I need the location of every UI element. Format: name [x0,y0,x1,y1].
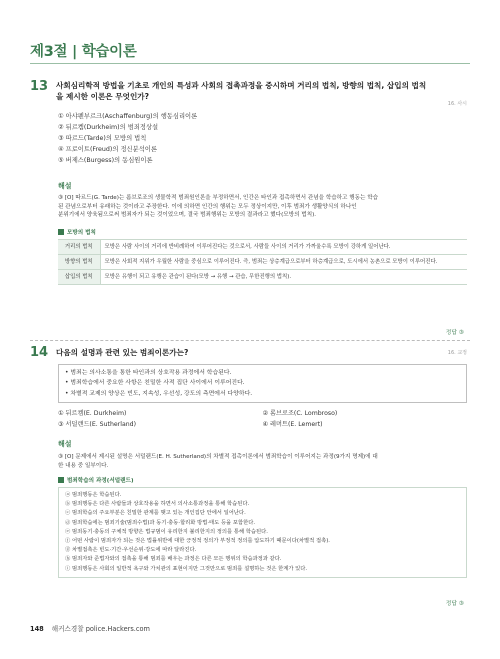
bullet-square-icon [58,229,64,235]
description-item: • 차별적 교제의 양상은 빈도, 지속성, 우선성, 강도의 측면에서 다양하다. [65,390,253,397]
option-4: ④ 프로이트(Freud)의 정신분석이론 [58,145,157,153]
question-divider [30,340,470,341]
question-14-text: 다음의 설명과 관련 있는 범죄이론가는? [56,348,189,357]
page-number: 148 [30,625,44,633]
table-row [58,255,467,270]
explanation-line-3: 분위기에서 양육됨으로써 범죄자가 되는 것이었으며, 결국 범죄행위는 모방의 결과라고 했다(모방의 법칙). [58,212,317,219]
option-2: ② 롬브로조(C. Lombroso) [262,410,338,417]
question-14-source: 16. 교정 [447,350,467,356]
option-3: ③ 따르드(Tarde)의 모방의 법칙 [58,134,147,142]
explanation-line-2: 된 관념으로부터 유래하는 것이라고 주장한다. 이에 의하면 인간의 행위는 모두 정상이지만, 이후 범죄가 생활양식의 하나인 [58,203,357,210]
question-13-explanation [58,194,467,220]
option-1: ① 뒤르켐(E. Durkheim) [58,410,127,417]
process-item: ⓗ 범죄자와 준법자와의 접촉을 통해 범죄를 배우는 과정은 다른 모든 행위의 학습과정과 같다. [65,556,282,563]
option-5: ⑤ 버제스(Burgess)의 동심원이론 [58,156,153,164]
imitation-laws-table [58,239,467,285]
page-footer [30,623,150,633]
question-14-explanation [58,453,467,470]
process-item: ⓓ 범죄학습에는 범죄기술(범죄수법)과 동기·충동·합리화 방법·태도 등을 포함한다. [65,519,256,526]
explanation-line-1: ③ [O] 문제에서 제시된 설명은 서덜랜드(E. H. Sutherland)의 차별적 접촉이론에서 범죄학습이 이루어지는 과정(9가지 명제)에 대 [58,454,378,460]
learning-process-box [58,487,467,578]
description-item: • 범죄학습에서 중요한 사항은 친밀한 사적 집단 사이에서 이루어진다. [65,380,245,387]
description-item: • 범죄는 의사소통을 통한 타인과의 상호작용 과정에서 학습된다. [65,370,232,376]
process-item: ⓐ 범죄행동은 학습된다. [65,492,122,498]
law-name: 삽입의 법칙 [58,270,100,285]
section-divider [30,63,470,64]
process-item: ⓘ 범죄행동은 사회의 일반적 욕구와 가치관의 표현이지만 그것만으로 범죄를 설명하는 것은 한계가 있다. [65,565,308,572]
question-13-number: 13 [30,79,49,94]
process-title: 범죄학습의 과정(서덜랜드) [58,476,134,484]
question-14-description-box [58,364,467,403]
option-1: ① 아샤펜부르크(Aschaffenburg)의 행동심리이론 [58,113,198,120]
question-13-explanation-label: 해설 [58,182,72,190]
process-item: ⓕ 어떤 사람이 범죄자가 되는 것은 법률위반에 대한 긍정적 정의가 부정적 정의를 압도하기 때문이다(차별적 접촉). [65,538,330,545]
question-14-options [58,409,467,431]
question-13-answer: 정답 ③ [445,330,464,336]
section-title: 제3절 | 학습이론 [30,44,137,60]
law-description: 모방은 유행이 되고 유행은 관습이 된다(모방 → 유행 → 관습, 무한진행의 법칙). [100,270,467,285]
footer-text: 해커스경찰 police.Hackers.com [51,625,150,633]
question-13-options [58,112,197,167]
bullet-square-icon [58,477,64,483]
table-row [58,270,467,285]
question-13-line-2: 을 제시한 이론은 무엇인가? [56,92,150,102]
option-3: ③ 서덜랜드(E. Sutherland) [58,420,137,428]
question-14-number: 14 [30,345,49,360]
explanation-line-1: ③ [O] 따르드(G. Tarde)는 롬브로조의 생물학적 범죄원인론을 부정하면서, 인간은 타인과 접촉하면서 관념을 학습하고 행동는 학습 [58,195,379,201]
process-item: ⓑ 범죄행동은 다른 사람들과 상호작용을 하면서 의사소통과정을 통해 학습된다. [65,501,250,508]
option-2: ② 뒤르켐(Durkheim)의 범죄정상설 [58,123,159,131]
question-13-line-1: 사회심리학적 방법을 기초로 개인의 특성과 사회의 접촉과정을 중시하며 거리의 법칙, 방향의 법칙, 삽입의 법칙 [56,81,427,90]
option-4: ④ 레머트(E. Lemert) [262,420,323,428]
table-row [58,240,467,255]
question-13-source: 16. 사시 [447,101,467,107]
principles-title: 모방의 법칙 [58,228,96,236]
question-14-explanation-label: 해설 [58,440,72,448]
law-name: 방향의 법칙 [58,255,100,270]
question-13-text [56,80,470,103]
law-name: 거리의 법칙 [58,240,100,255]
process-item: ⓖ 차별접촉은 빈도·기간·우선순위·강도에 따라 달라진다. [65,547,197,554]
process-item: ⓒ 범죄학습의 주요부분은 친밀한 관계를 맺고 있는 개인집단 안에서 일어난다. [65,510,246,517]
law-description: 모방은 사회적 지위가 우월한 사람을 중심으로 이루어진다. 즉, 범죄는 상층계급으로부터 하층계급으로, 도시에서 농촌으로 모방이 이루어진다. [100,255,467,270]
explanation-line-2: 한 내용 중 일부이다. [58,462,109,469]
question-14-answer: 정답 ③ [445,601,464,607]
law-description: 모방은 사람 사이의 거리에 반비례하여 이루어진다는 것으로서, 사람들 사이의 거리가 가까울수록 모방이 강하게 일어난다. [100,240,467,255]
process-item: ⓔ 범죄동기·충동의 구체적 방향은 법규범이 유리한지 불리한지의 정의를 통해 학습된다. [65,528,268,535]
